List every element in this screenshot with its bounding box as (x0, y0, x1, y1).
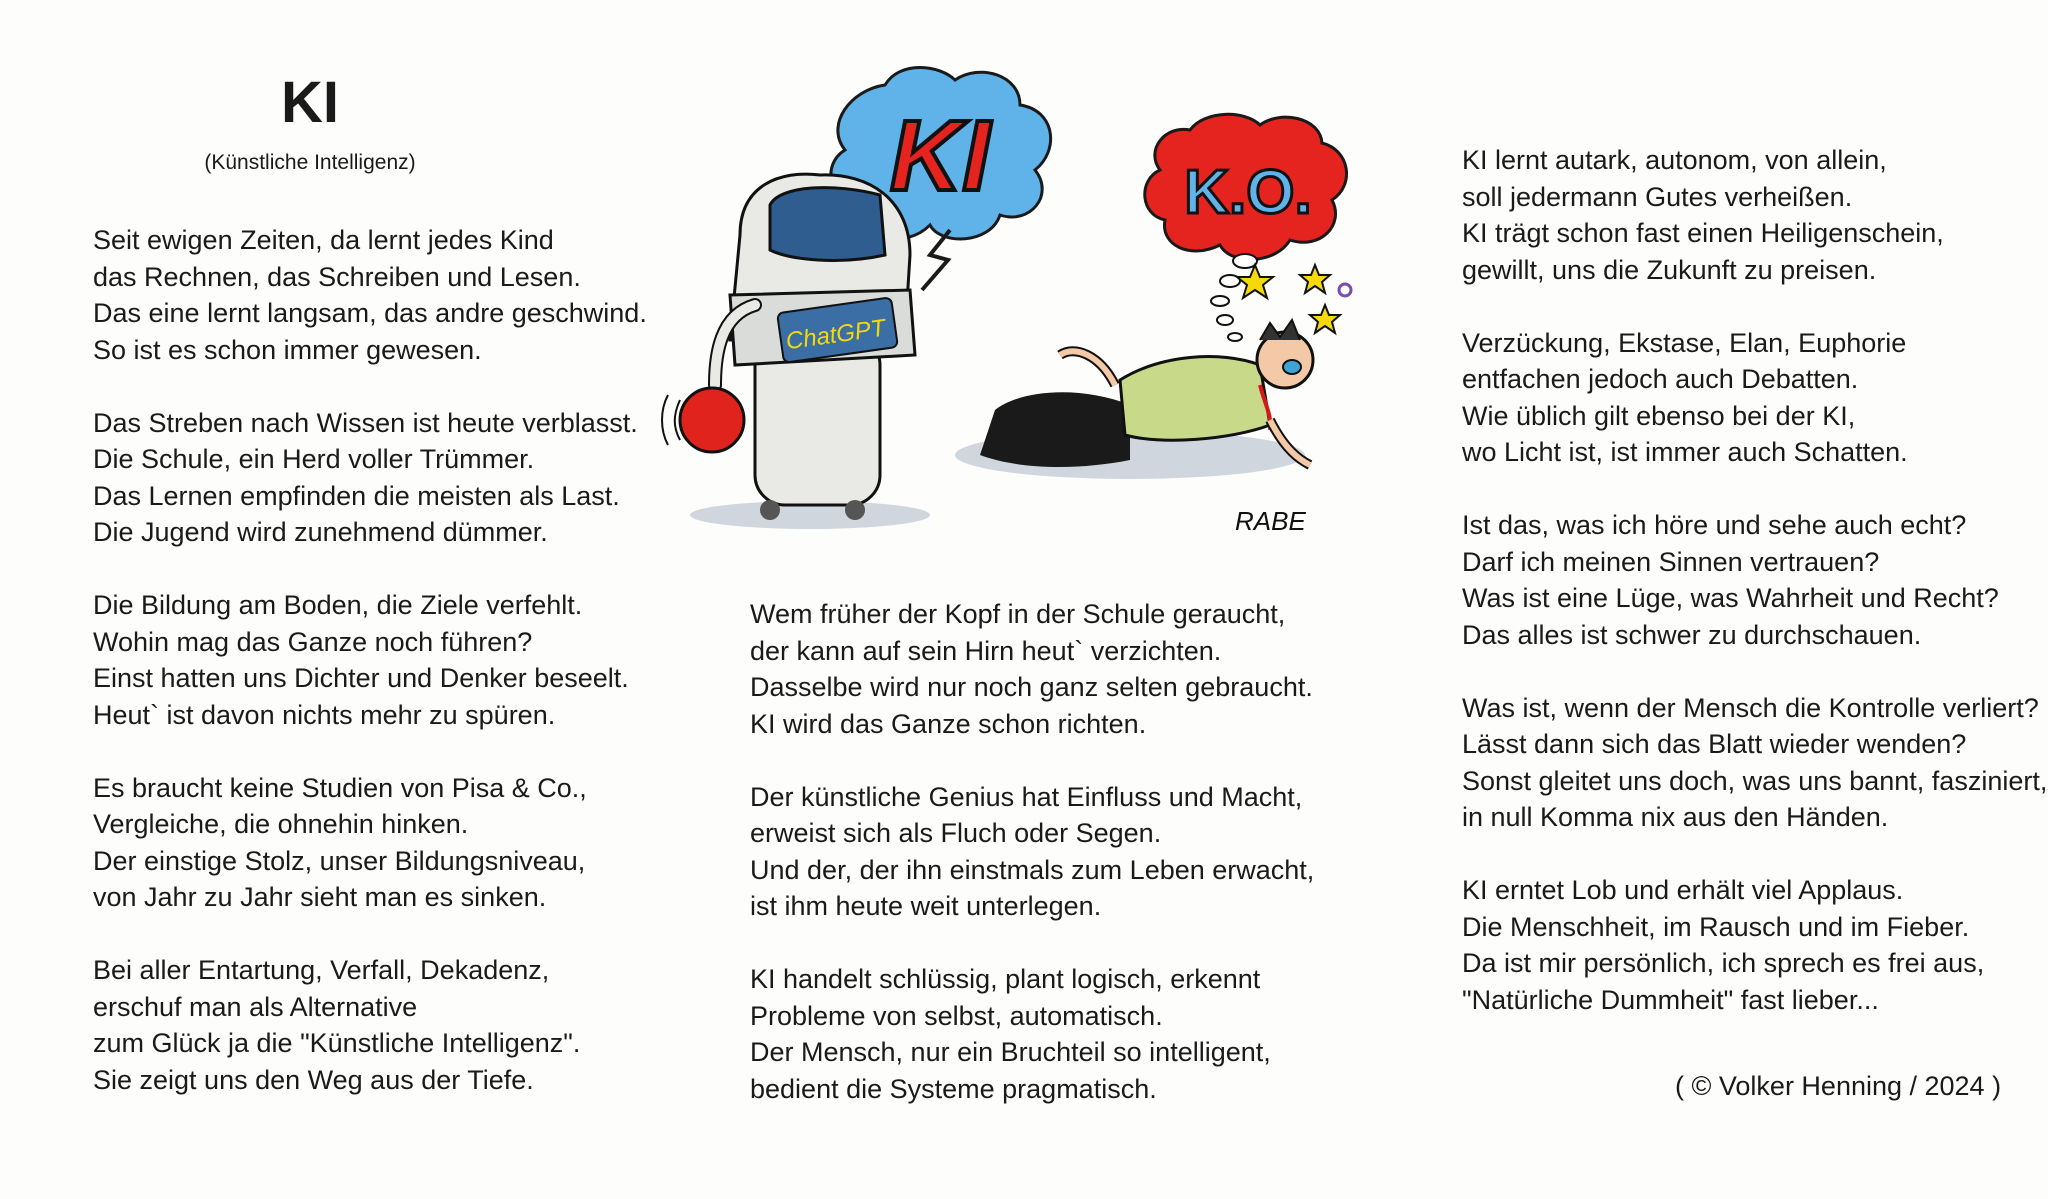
poem-line: Und der, der ihn einstmals zum Leben erwacht, (750, 854, 1315, 885)
poem-line: erschuf man als Alternative (93, 991, 418, 1022)
poem-line: in null Komma nix aus den Händen. (1462, 802, 1889, 832)
knocked-out-person (955, 320, 1313, 479)
poem-line: Was ist eine Lüge, was Wahrheit und Recht? (1462, 583, 1999, 613)
poem-line: wo Licht ist, ist immer auch Schatten. (1462, 437, 1908, 467)
stanza (1462, 325, 2047, 471)
poem-line: Bei aller Entartung, Verfall, Dekadenz, (93, 955, 550, 985)
poem-line: Probleme von selbst, automatisch. (750, 1000, 1163, 1031)
poem-column-right (1462, 142, 2047, 1055)
poem-line: Der Mensch, nur ein Bruchteil so intelligent, (750, 1037, 1271, 1067)
poem-line: der kann auf sein Hirn heut` verzichten. (750, 635, 1222, 666)
poem-line: Da ist mir persönlich, ich sprech es frei aus, (1462, 948, 1985, 978)
poem-line: Die Schule, ein Herd voller Trümmer. (93, 444, 535, 474)
stanza (93, 770, 647, 916)
poem-line: Vergleiche, die ohnehin hinken. (93, 809, 469, 839)
poem-line: Sie zeigt uns den Weg aus der Tiefe. (93, 1064, 534, 1095)
robot-label: ChatGPT (784, 314, 888, 356)
poem-line: Dasselbe wird nur noch ganz selten gebraucht. (750, 672, 1313, 702)
poem-subtitle: (Künstliche Intelligenz) (204, 151, 416, 174)
poem-line: Die Bildung am Boden, die Ziele verfehlt. (93, 590, 583, 620)
poem-line: Das Lernen empfinden die meisten als Last. (93, 480, 620, 511)
poem-line: Darf ich meinen Sinnen vertrauen? (1462, 546, 1880, 577)
poem-line: Wohin mag das Ganze noch führen? (93, 626, 533, 657)
poem-line: bedient die Systeme pragmatisch. (750, 1073, 1157, 1104)
poem-line: Der einstige Stolz, unser Bildungsniveau, (93, 845, 586, 876)
poem-line: entfachen jedoch auch Debatten. (1462, 364, 1859, 394)
poem-line: Seit ewigen Zeiten, da lernt jedes Kind (93, 225, 554, 255)
copyright-notice: ( © Volker Henning / 2024 ) (1675, 1071, 2002, 1101)
poem-line: Das Streben nach Wissen ist heute verblasst. (93, 407, 638, 438)
poem-line: KI erntet Lob und erhält viel Applaus. (1462, 875, 1904, 905)
poem-title: KI (281, 70, 339, 135)
poem-line: ist ihm heute weit unterlegen. (750, 891, 1102, 921)
stanza (750, 596, 1314, 742)
stanza (93, 587, 647, 733)
poem-line: Einst hatten uns Dichter und Denker beseelt. (93, 663, 629, 693)
poem-line: Sonst gleitet uns doch, was uns bannt, fasziniert, (1462, 765, 2048, 796)
dizzy-stars (1237, 265, 1340, 333)
poem-line: von Jahr zu Jahr sieht man es sinken. (93, 882, 547, 912)
stanza (1462, 690, 2047, 836)
cartoon-illustration (660, 55, 1360, 555)
poem-line: das Rechnen, das Schreiben und Lesen. (93, 261, 581, 292)
poem-line: Wem früher der Kopf in der Schule geraucht, (750, 599, 1286, 629)
robot-illustration (662, 174, 930, 529)
poem-line: Was ist, wenn der Mensch die Kontrolle verliert? (1462, 692, 2039, 723)
poem-column-left (93, 222, 647, 1135)
ko-thought-bubble (1145, 114, 1347, 341)
cartoonist-signature: RABE (1235, 506, 1306, 536)
poem-line: So ist es schon immer gewesen. (93, 334, 482, 365)
stanza (1462, 872, 2047, 1018)
poem-line: Ist das, was ich höre und sehe auch echt? (1462, 510, 1967, 540)
poem-line: Die Menschheit, im Rausch und im Fieber. (1462, 911, 1970, 942)
poem-line: Das eine lernt langsam, das andre geschwind. (93, 298, 647, 328)
stanza (1462, 142, 2047, 288)
stanza (93, 222, 647, 368)
poem-line: zum Glück ja die "Künstliche Intelligenz". (93, 1028, 581, 1058)
poem-line: soll jedermann Gutes verheißen. (1462, 181, 1853, 212)
poem-line: KI handelt schlüssig, plant logisch, erkennt (750, 964, 1261, 994)
poem-line: Verzückung, Ekstase, Elan, Euphorie (1462, 327, 1907, 358)
poem-line: Es braucht keine Studien von Pisa & Co., (93, 772, 587, 803)
poem-line: Lässt dann sich das Blatt wieder wenden? (1462, 729, 1967, 759)
poem-line: Wie üblich gilt ebenso bei der KI, (1462, 400, 1856, 431)
poem-line: Heut` ist davon nichts mehr zu spüren. (93, 699, 556, 730)
stanza (750, 961, 1314, 1107)
stanza (93, 405, 647, 551)
stanza (1462, 507, 2047, 653)
poem-line: KI wird das Ganze schon richten. (750, 708, 1147, 739)
poem-line: gewillt, uns die Zukunft zu preisen. (1462, 254, 1877, 285)
stanza (750, 779, 1314, 925)
poem-line: Der künstliche Genius hat Einfluss und Macht, (750, 781, 1303, 812)
boxing-glove (680, 388, 744, 452)
bubble-right-text: K.O. (1184, 158, 1312, 227)
poem-line: KI trägt schon fast einen Heiligenschein, (1462, 218, 1944, 248)
poem-line: Das alles ist schwer zu durchschauen. (1462, 619, 1922, 650)
poem-line: erweist sich als Fluch oder Segen. (750, 818, 1162, 848)
stanza (93, 952, 647, 1098)
poem-line: Die Jugend wird zunehmend dümmer. (93, 517, 548, 547)
poem-line: KI lernt autark, autonom, von allein, (1462, 145, 1887, 175)
poem-column-middle (750, 596, 1314, 1144)
poem-line: "Natürliche Dummheit" fast lieber... (1462, 984, 1879, 1015)
bubble-left-text: KI (890, 100, 990, 212)
